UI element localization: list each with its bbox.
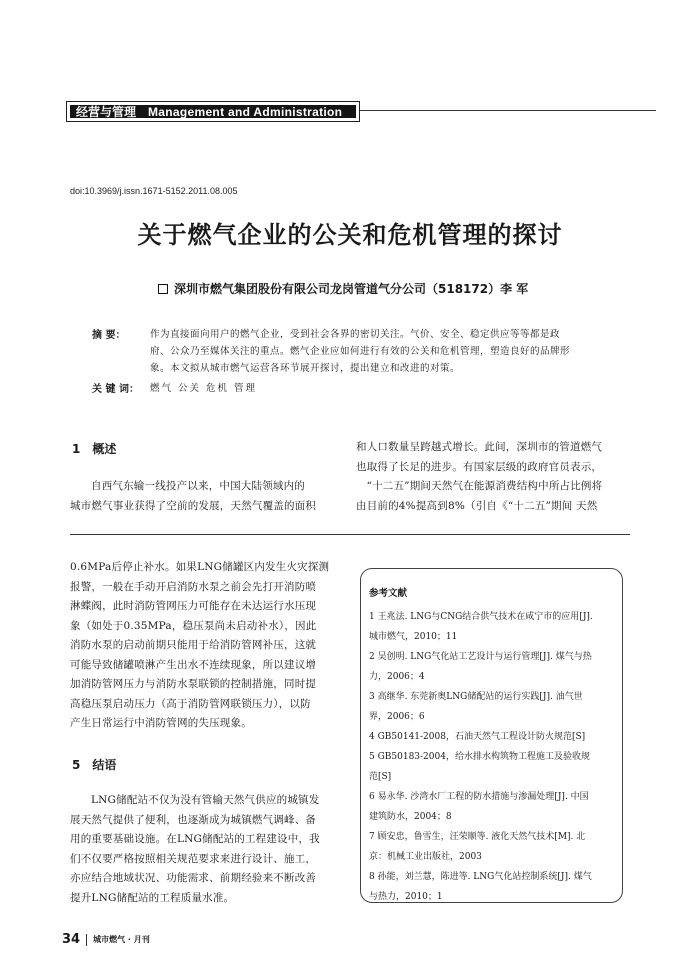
- reference-line: 3 高继华. 东莞新奥LNG储配站的运行实践[J]. 油气世: [369, 692, 583, 702]
- text-line: 用的重要基础设施。在LNG储配站的工程建设中，我: [70, 833, 320, 845]
- abstract-line: 府、公众乃至媒体关注的重点。燃气企业应如何进行有效的公关和危机管理，塑造良好的品牌形: [150, 346, 571, 357]
- reference-line: 1 王兆法. LNG与CNG结合供气技术在咸宁市的应用[J].: [369, 612, 593, 622]
- reference-line: 力，2006；4: [369, 672, 425, 682]
- text-line: 也取得了长足的进步。有国家层级的政府官员表示，: [356, 460, 603, 473]
- text-line: 报警，一般在手动开启消防水泵之前会先打开消防喷: [70, 580, 317, 593]
- reference-line: 建筑防水，2004；8: [369, 812, 452, 822]
- reference-line: 范[S]: [369, 772, 392, 782]
- text-line: 自西气东输一线投产以来，中国大陆领域内的: [91, 480, 305, 492]
- abstract-text: [150, 326, 620, 377]
- continuation-text: [70, 558, 344, 734]
- text-line: 城市燃气事业获得了空前的发展，天然气覆盖的面积: [70, 499, 317, 512]
- reference-line: 界，2006；6: [369, 712, 425, 722]
- author-affiliation: 深圳市燃气集团股份有限公司龙岗管道气分公司（518172）李 军: [174, 282, 529, 296]
- header-rule: [360, 110, 656, 111]
- text-line: 消防水泵的启动前期只能用于给消防管网补压，这就: [70, 639, 317, 651]
- section-1-title: 1 概述: [72, 442, 117, 456]
- text-line: 淋蝶阀，此时消防管网压力可能存在未达运行水压现: [70, 600, 317, 612]
- reference-line: 京：机械工业出版社，2003: [369, 852, 482, 862]
- keywords-value: 燃气 公关 危机 管理: [150, 383, 258, 394]
- reference-line: 城市燃气，2010；11: [369, 632, 458, 642]
- section-name-en: Management and Administration: [148, 104, 343, 119]
- doi: doi:10.3969/j.issn.1671-5152.2011.08.005: [70, 186, 238, 196]
- text-line: 提升LNG储配站的工程质量水准。: [70, 891, 235, 904]
- reference-line: 2 吴创明. LNG气化站工艺设计与运行管理[J]. 煤气与热: [369, 652, 592, 662]
- journal-name: 城市燃气 · 月刊: [93, 935, 150, 944]
- text-line: 展天然气提供了便利，也逐渐成为城镇燃气调峰、备: [70, 813, 317, 826]
- reference-line: 8 孙能，刘兰慧，陈进等. LNG气化站控制系统[J]. 煤气: [369, 872, 592, 882]
- section-5-text: [70, 791, 344, 908]
- text-line: “十二五”期间天然气在能源消费结构中所占比例将: [366, 480, 603, 492]
- section-5-title: 5 结语: [72, 758, 117, 772]
- square-icon: [158, 284, 168, 294]
- keywords-label: 关 键 词：: [92, 384, 139, 395]
- text-line: 由目前的4%提高到8%（引自《“十二五”期间 天然: [356, 499, 598, 512]
- text-line: 象（如处于0.35MPa，稳压泵尚未启动补水），因此: [70, 619, 317, 632]
- reference-line: 5 GB50183-2004，给水排水构筑物工程施工及验收规: [369, 752, 590, 762]
- text-line: 亦应结合地域状况、功能需求、前期经验来不断改善: [70, 872, 317, 884]
- section-banner: [66, 101, 360, 122]
- text-line: 高稳压泵启动压力（高于消防管网联锁压力），以防: [70, 697, 311, 710]
- abstract-label: 摘 要：: [92, 330, 126, 341]
- text-line: LNG储配站不仅为没有管输天然气供应的城镇发: [91, 794, 320, 806]
- section-1-right-text: [356, 438, 628, 516]
- author-line: [158, 280, 528, 297]
- page-number: 34: [62, 932, 81, 947]
- abstract-line: 象。本文拟从城市燃气运营各环节展开探讨，提出建立和改进的对策。: [150, 363, 461, 374]
- page-divider: [70, 534, 630, 535]
- text-line: 0.6MPa后停止补水。如果LNG储罐区内发生火灾探测: [70, 561, 330, 573]
- references-list: [369, 607, 617, 907]
- text-line: 和人口数量呈跨越式增长。此间，深圳市的管道燃气: [356, 441, 603, 453]
- reference-line: 7 顾安忠，鲁雪生，汪荣顺等. 液化天然气技术[M]. 北: [369, 832, 586, 842]
- text-line: 们不仅要严格按照相关规范要求来进行设计、施工，: [70, 852, 317, 865]
- paper-title: 关于燃气企业的公关和危机管理的探讨: [137, 220, 563, 249]
- references-box: [360, 568, 623, 903]
- reference-line: 6 易永华. 沙湾水厂工程的防水措施与渗漏处理[J]. 中国: [369, 792, 589, 802]
- text-line: 可能导致储罐喷淋产生出水不连续现象，所以建议增: [70, 658, 317, 671]
- references-title: 参考文献: [369, 588, 408, 599]
- reference-line: 与热力，2010；1: [369, 892, 443, 902]
- reference-line: 4 GB50141-2008，石油天然气工程设计防火规范[S]: [369, 732, 586, 742]
- text-line: 加消防管网压力与消防水泵联锁的控制措施，同时提: [70, 678, 317, 690]
- section-name-cn: 经营与管理: [76, 105, 137, 119]
- section-1-left-text: [70, 477, 342, 516]
- abstract-line: 作为直接面向用户的燃气企业，受到社会各界的密切关注。气价、安全、稳定供应等等都是政: [150, 329, 561, 340]
- page-footer: [62, 932, 150, 947]
- text-line: 产生日常运行中消防管网的失压现象。: [70, 717, 252, 729]
- footer-separator: [86, 934, 87, 946]
